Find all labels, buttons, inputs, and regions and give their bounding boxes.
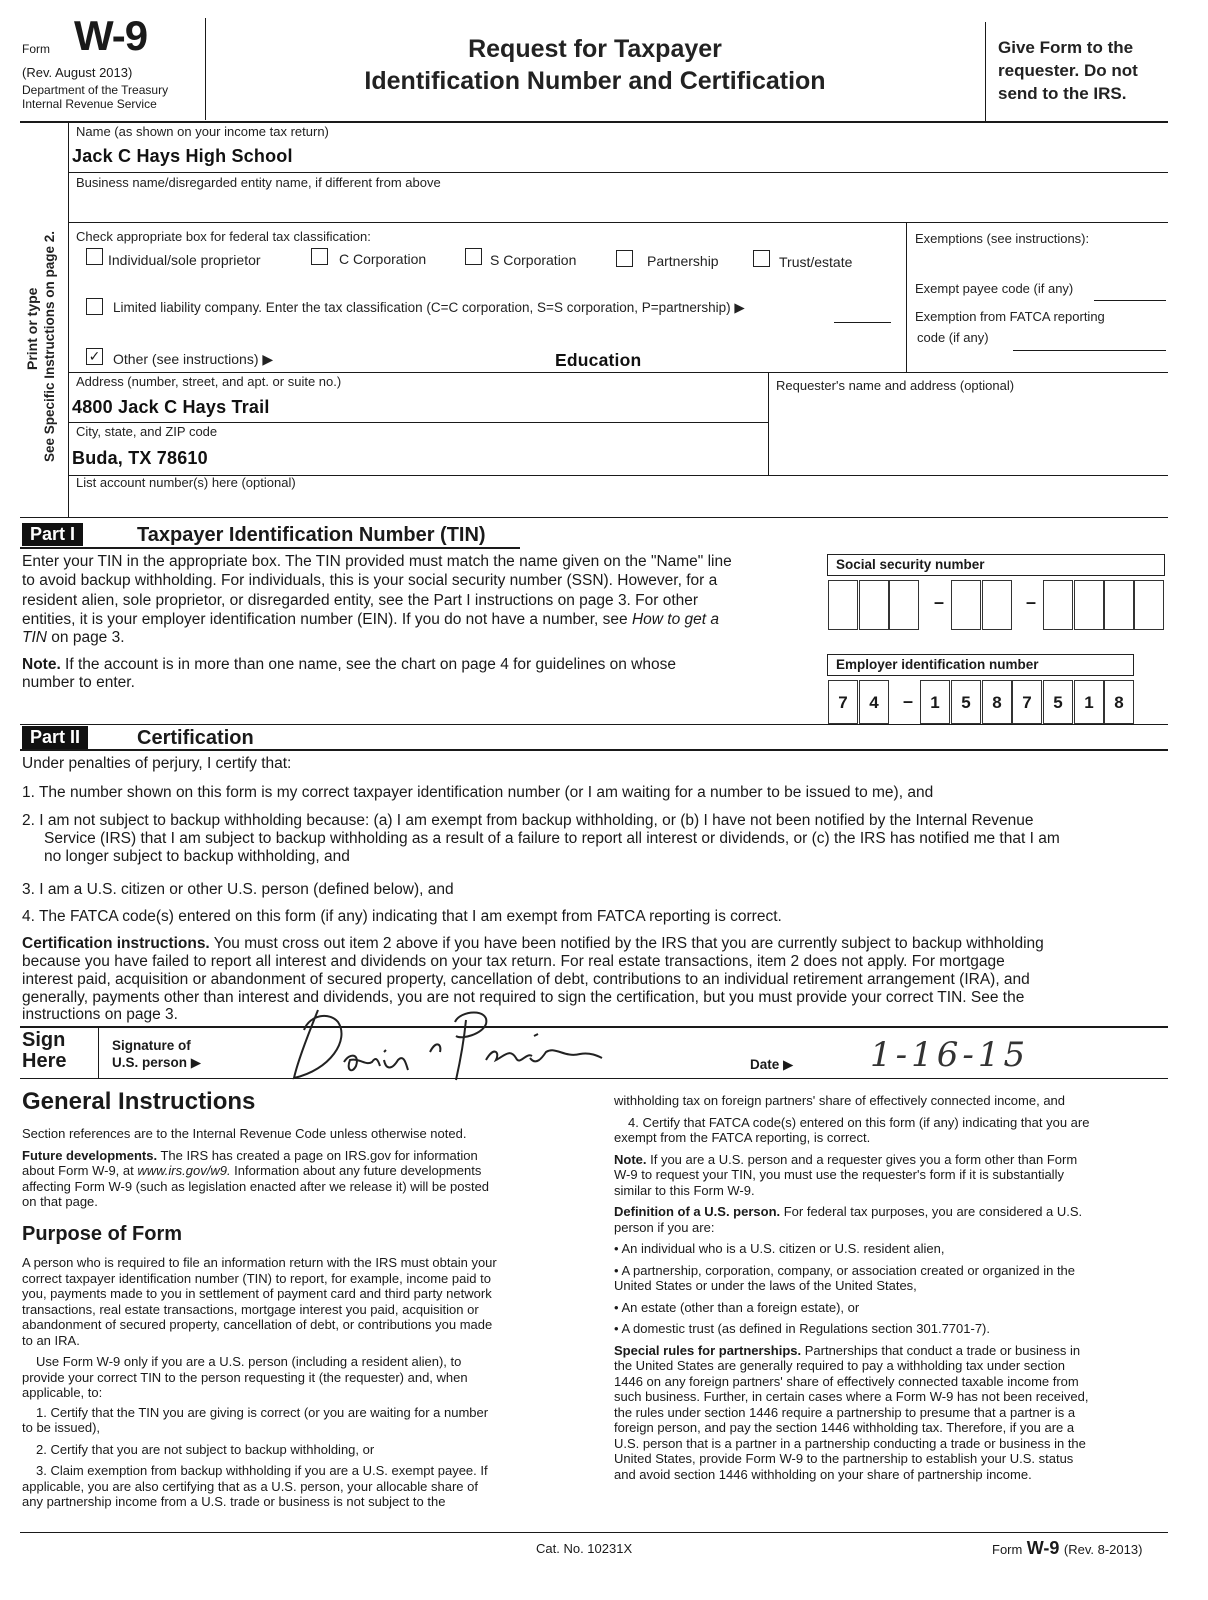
part1-text-line5: TIN on page 3. [22,629,125,646]
ein-dash: – [903,691,914,711]
purpose-line: correct taxpayer identification number (TIN) to report, for example, income paid to [22,1270,491,1286]
purpose-text [22,1255,582,1510]
cert-instructions-line5: instructions on page 3. [22,1006,178,1023]
ssn-digit[interactable] [1104,580,1134,630]
part1-note-line2: number to enter. [22,674,135,691]
individual-label: Individual/sole proprietor [108,252,261,268]
certify-item: 1. Certify that the TIN you are giving is correct (or you are waiting for a number [36,1404,489,1420]
right-line: foreign person, and pay the section 1446 withholding tax. Therefore, if you are a [614,1420,1075,1435]
catalog-number: Cat. No. 10231X [536,1541,633,1556]
ssn-dash: – [1026,592,1037,612]
ssn-label-box [827,554,1165,576]
right-line: exempt from the FATCA reporting, is correct. [614,1130,871,1145]
certify-item: 3. Claim exemption from backup withholding if you are a U.S. exempt payee. If [36,1463,488,1478]
use-line: applicable, to: [22,1385,103,1400]
ein-digit[interactable]: 5 [1043,680,1073,724]
use-line: provide your correct TIN to the person requesting it (the requester) and, when [22,1369,468,1385]
other-input[interactable]: Education [555,350,642,370]
part1-text-line1: Enter your TIN in the appropriate box. The TIN provided must match the name given on the "Name" line [22,553,732,570]
other-checkbox[interactable]: ✓ [86,348,103,365]
ein-label: Employer identification number [836,657,1039,672]
future-developments: Future developments. The IRS has created a page on IRS.gov for information [22,1147,478,1163]
ssn-label: Social security number [836,557,985,572]
see-specific-instructions: See Specific Instructions on page 2. [42,230,57,462]
right-line: 1446 on any foreign partners' share of effectively connected taxable income from [614,1373,1079,1389]
right-line: person if you are: [614,1219,715,1235]
cert-item1: 1. The number shown on this form is my correct taxpayer identification number (or I am waiting for a number to be issued to me), and [22,784,934,801]
purpose-line: you, payments made to you in settlement of payment card and third party network [22,1286,492,1301]
ein-digit[interactable]: 8 [982,680,1012,724]
right-line: such business. Further, in certain cases where a Form W-9 has not been received, [614,1389,1089,1404]
ein-digit[interactable]: 7 [828,680,858,724]
section-references: Section references are to the Internal Revenue Code unless otherwise noted. [22,1126,467,1141]
bullet-item: • A domestic trust (as defined in Regulations section 301.7701-7). [614,1321,990,1336]
purpose-line: abandonment of secured property, cancellation of debt, or contributions you made [22,1317,493,1332]
certify-item: any partnership income from a U.S. trade or business is not subject to the [22,1494,446,1509]
right-line: U.S. person that is a partner in a partnership conducting a trade or business in the [614,1435,1086,1451]
c-corporation-label: C Corporation [339,251,427,267]
date-input[interactable]: 1-16-15 [870,1035,1030,1075]
sign-word: Sign [22,1029,66,1051]
trust-estate-label: Trust/estate [779,254,853,270]
form-label: Form [22,42,50,56]
ein-digit[interactable]: 4 [859,680,889,724]
name-label: Name (as shown on your income tax return) [76,124,329,139]
right-line: 4. Certify that FATCA code(s) entered on this form (if any) indicating that you are [628,1114,1090,1130]
date-label: Date ▶ [750,1057,794,1072]
part1-text-line4: entities, it is your employer identification number (EIN). If you do not have a number, see How to get a [22,611,720,628]
ssn-dash: – [934,592,945,612]
llc-checkbox[interactable] [86,298,103,315]
cert-item2-line1: 2. I am not subject to backup withholding because: (a) I am exempt from backup withholding, or (b) I have not been notified by the Internal Revenue [22,812,1034,829]
name-input[interactable]: Jack C Hays High School [72,146,293,166]
part2-badge: Part II [22,726,88,749]
ein-digit[interactable]: 7 [1012,680,1042,724]
ssn-digit[interactable] [982,580,1012,630]
ein-label-box [827,654,1134,676]
cert-instructions-line2: because you have failed to report all interest and dividends on your tax return. For real estate transactions, item 2 does not apply. For mortgage [22,953,1005,970]
purpose-line: A person who is required to file an information return with the IRS must obtain your [22,1255,497,1270]
right-note: Note. If you are a U.S. person and a requester gives you a form other than Form [614,1151,1078,1167]
us-person-definition: Definition of a U.S. person. For federal tax purposes, you are considered a U.S. [614,1204,1083,1219]
fatca-code-input[interactable] [1013,350,1166,351]
ein-digit[interactable]: 8 [1104,680,1134,724]
cert-item4: 4. The FATCA code(s) entered on this form (if any) indicating that I am exempt from FATCA reporting is correct. [22,908,782,925]
certify-item: 2. Certify that you are not subject to backup withholding, or [36,1441,375,1457]
part1-badge: Part I [22,523,83,546]
partnership-checkbox[interactable] [616,250,633,267]
bullet-item: United States or under the laws of the United States, [614,1278,917,1293]
fatca-label-line1: Exemption from FATCA reporting [915,309,1105,324]
part1-text-line3: resident alien, sole proprietor, or disregarded entity, see the Part I instructions on page 3. For other [22,592,699,609]
city-input[interactable]: Buda, TX 78610 [72,448,208,468]
right-line: withholding tax on foreign partners' share of effectively connected income, and [614,1093,1066,1108]
ssn-digit[interactable] [889,580,919,630]
ssn-digit[interactable] [951,580,981,630]
ssn-digit[interactable] [859,580,889,630]
part1-note: Note. If the account is in more than one name, see the chart on page 4 for guidelines on whose [22,656,676,673]
purpose-line: transactions, real estate transactions, mortgage interest you paid, acquisition or [22,1301,479,1317]
part2-title: Certification [137,727,254,749]
cert-item3: 3. I am a U.S. citizen or other U.S. person (defined below), and [22,881,454,898]
llc-label: Limited liability company. Enter the tax classification (C=C corporation, S=S corporation, P=partnership) ▶ [113,300,745,315]
special-rules: Special rules for partnerships. Partnerships that conduct a trade or business in [614,1342,1081,1358]
general-right-column [614,1093,1169,1482]
purpose-heading: Purpose of Form [22,1223,183,1245]
general-instructions-heading: General Instructions [22,1088,256,1115]
give-form-line3: send to the IRS. [998,84,1127,103]
use-line: Use Form W-9 only if you are a U.S. person (including a resident alien), to [36,1354,462,1369]
s-corporation-label: S Corporation [490,252,577,268]
llc-tax-class-input[interactable] [834,322,891,323]
right-line: W-9 to request your TIN, you must use the requester's form if it is substantially [614,1167,1064,1182]
future-developments-line3: affecting Form W-9 (such as legislation enacted after we release it) will be posted [22,1178,490,1194]
future-developments-line4: on that page. [22,1194,98,1209]
exemptions-label: Exemptions (see instructions): [915,231,1090,246]
footer-form-id: Form W-9 (Rev. 8-2013) [992,1538,1143,1558]
exempt-payee-input[interactable] [1094,300,1166,301]
ssn-digit[interactable] [1134,580,1164,630]
cert-instructions-line4: generally, payments other than interest and dividends, you are not required to sign the certification, but you must provide your correct TIN. See the [22,989,1025,1006]
ein-digit[interactable]: 1 [920,680,950,724]
bullet-item: • An individual who is a U.S. citizen or U.S. resident alien, [614,1241,945,1256]
city-label: City, state, and ZIP code [76,424,218,439]
ssn-digit[interactable] [1043,580,1073,630]
s-corporation-checkbox[interactable] [465,248,482,265]
address-label: Address (number, street, and apt. or suite no.) [76,374,342,389]
signature-label-line1: Signature of [112,1038,191,1053]
print-or-type: Print or type [24,287,40,370]
cert-instructions-line1: Certification instructions. You must cross out item 2 above if you have been notified by the IRS that you are currently subject to backup withholding [22,935,1044,952]
classification-label: Check appropriate box for federal tax classification: [76,229,371,244]
future-developments-line2: about Form W-9, at www.irs.gov/w9. Information about any future developments [22,1163,482,1178]
give-form-line1: Give Form to the [998,38,1134,57]
exempt-payee-label: Exempt payee code (if any) [915,281,1074,296]
bullet-item: • An estate (other than a foreign estate), or [614,1299,860,1315]
right-line: and avoid section 1446 withholding on your share of partnership income. [614,1466,1032,1482]
fatca-label-line2: code (if any) [917,330,989,345]
agency: Internal Revenue Service [22,97,157,111]
right-line: the rules under section 1446 require a partnership to presume that a partner is a [614,1404,1076,1420]
right-line: the United States are generally required to pay a withholding tax under section [614,1358,1065,1373]
purpose-line: to an IRA. [22,1332,80,1348]
cert-instructions-line3: interest paid, acquisition or abandonment of secured property, cancellation of debt, contributions to an individual retirement arrangement (IRA), and [22,971,1030,988]
revision: (Rev. August 2013) [22,65,133,80]
right-line: similar to this Form W-9. [614,1182,755,1198]
cert-item2-line2: Service (IRS) that I am subject to backup withholding as a result of a failure to report all interest or dividends, or (c) the IRS has notified me that I am [44,830,1060,847]
ssn-digit[interactable] [1074,580,1104,630]
c-corporation-checkbox[interactable] [311,248,328,265]
certify-item: applicable, you are also certifying that as a U.S. person, your allocable share of [22,1478,478,1494]
signature-image[interactable] [280,1000,610,1090]
part1-title: Taxpayer Identification Number (TIN) [137,524,486,546]
ein-digit[interactable]: 1 [1074,680,1104,724]
form-title-line2: Identification Number and Certification [364,67,826,95]
cert-item2-line3: no longer subject to backup withholding, and [44,848,350,865]
form-title-line1: Request for Taxpayer [468,35,722,63]
bullet-item: • A partnership, corporation, company, or association created or organized in the [614,1262,1076,1278]
individual-checkbox[interactable] [86,248,103,265]
department: Department of the Treasury [22,83,169,97]
certify-item: to be issued), [22,1420,101,1435]
other-label: Other (see instructions) ▶ [113,351,274,367]
part1-text-line2: to avoid backup withholding. For individuals, this is your social security number (SSN). However, for a [22,572,718,589]
address-input[interactable]: 4800 Jack C Hays Trail [72,397,270,417]
right-line: United States, provide Form W-9 to the partnership to establish your U.S. status [614,1451,1074,1466]
ssn-digit[interactable] [828,580,858,630]
signature-label-line2: U.S. person ▶ [112,1055,202,1070]
requester-label: Requester's name and address (optional) [776,378,1015,393]
ein-digit[interactable]: 5 [951,680,981,724]
cert-intro: Under penalties of perjury, I certify that: [22,755,292,772]
business-name-label: Business name/disregarded entity name, if different from above [76,175,441,190]
form-number: W-9 [74,12,148,59]
general-left-column [22,1126,582,1210]
partnership-label: Partnership [647,253,719,269]
give-form-line2: requester. Do not [998,61,1138,80]
trust-estate-checkbox[interactable] [753,250,770,267]
account-label: List account number(s) here (optional) [76,475,296,490]
here-word: Here [22,1050,67,1072]
